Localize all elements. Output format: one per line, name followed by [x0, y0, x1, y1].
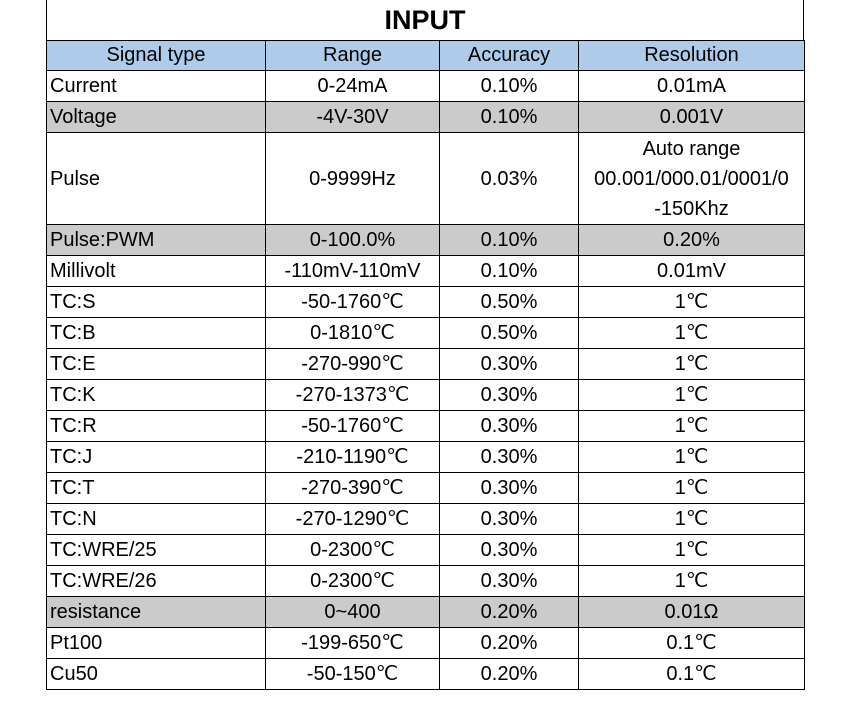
- table-row: [47, 287, 805, 318]
- signal-type-cell: TC:E: [47, 349, 266, 380]
- accuracy-cell: 0.10%: [440, 256, 579, 287]
- accuracy-cell: 0.50%: [440, 318, 579, 349]
- table-row: [47, 535, 805, 566]
- signal-type-cell: TC:J: [47, 442, 266, 473]
- resolution-line: -150Khz: [654, 197, 729, 220]
- accuracy-cell: 0.30%: [440, 504, 579, 535]
- signal-type-cell: Pulse: [47, 133, 266, 225]
- signal-type-cell: TC:R: [47, 411, 266, 442]
- header-signal-type: Signal type: [47, 41, 266, 71]
- resolution-cell: 1℃: [579, 318, 805, 349]
- accuracy-cell: 0.20%: [440, 628, 579, 659]
- resolution-cell: 1℃: [579, 504, 805, 535]
- table-row: [47, 566, 805, 597]
- accuracy-cell: 0.20%: [440, 597, 579, 628]
- signal-type-cell: TC:N: [47, 504, 266, 535]
- input-spec-sheet: [46, 0, 804, 690]
- resolution-cell: 1℃: [579, 411, 805, 442]
- signal-type-cell: TC:WRE/25: [47, 535, 266, 566]
- resolution-line: Auto range: [642, 137, 741, 160]
- range-cell: 0-9999Hz: [266, 133, 440, 225]
- accuracy-cell: 0.50%: [440, 287, 579, 318]
- signal-type-cell: TC:S: [47, 287, 266, 318]
- range-cell: -50-150℃: [266, 659, 440, 690]
- accuracy-cell: 0.10%: [440, 102, 579, 133]
- accuracy-cell: 0.03%: [440, 133, 579, 225]
- accuracy-cell: 0.30%: [440, 442, 579, 473]
- table-row: [47, 628, 805, 659]
- resolution-cell: 0.01mA: [579, 71, 805, 102]
- resolution-cell: [579, 133, 805, 225]
- resolution-cell: 0.1℃: [579, 659, 805, 690]
- range-cell: -210-1190℃: [266, 442, 440, 473]
- signal-type-cell: Pt100: [47, 628, 266, 659]
- resolution-cell: 1℃: [579, 349, 805, 380]
- resolution-cell: 0.01mV: [579, 256, 805, 287]
- table-body: [47, 71, 805, 690]
- signal-type-cell: Millivolt: [47, 256, 266, 287]
- table-row: [47, 442, 805, 473]
- resolution-cell: 1℃: [579, 287, 805, 318]
- accuracy-cell: 0.20%: [440, 659, 579, 690]
- resolution-cell: 1℃: [579, 535, 805, 566]
- resolution-cell: 1℃: [579, 442, 805, 473]
- table-title: INPUT: [46, 0, 804, 40]
- table-row: [47, 659, 805, 690]
- header-resolution: Resolution: [579, 41, 805, 71]
- table-row: [47, 318, 805, 349]
- range-cell: 0-2300℃: [266, 535, 440, 566]
- table-row: [47, 411, 805, 442]
- range-cell: -270-1373℃: [266, 380, 440, 411]
- resolution-cell: 0.20%: [579, 225, 805, 256]
- header-row: [47, 41, 805, 71]
- range-cell: 0-2300℃: [266, 566, 440, 597]
- range-cell: -270-1290℃: [266, 504, 440, 535]
- range-cell: -110mV-110mV: [266, 256, 440, 287]
- resolution-cell: 0.1℃: [579, 628, 805, 659]
- table-row: [47, 225, 805, 256]
- table-row: [47, 349, 805, 380]
- resolution-cell: 1℃: [579, 473, 805, 504]
- resolution-cell: 0.01Ω: [579, 597, 805, 628]
- signal-type-cell: Cu50: [47, 659, 266, 690]
- table-row: [47, 133, 805, 225]
- header-accuracy: Accuracy: [440, 41, 579, 71]
- resolution-cell: 1℃: [579, 380, 805, 411]
- table-row: [47, 504, 805, 535]
- resolution-line: 00.001/000.01/0001/0: [594, 167, 789, 190]
- range-cell: -50-1760℃: [266, 411, 440, 442]
- signal-type-cell: Current: [47, 71, 266, 102]
- header-range: Range: [266, 41, 440, 71]
- range-cell: -270-990℃: [266, 349, 440, 380]
- signal-type-cell: Pulse:PWM: [47, 225, 266, 256]
- range-cell: 0-100.0%: [266, 225, 440, 256]
- range-cell: 0~400: [266, 597, 440, 628]
- table-row: [47, 380, 805, 411]
- table-row: [47, 597, 805, 628]
- accuracy-cell: 0.30%: [440, 411, 579, 442]
- signal-type-cell: TC:B: [47, 318, 266, 349]
- accuracy-cell: 0.30%: [440, 473, 579, 504]
- range-cell: 0-1810℃: [266, 318, 440, 349]
- accuracy-cell: 0.30%: [440, 349, 579, 380]
- range-cell: 0-24mA: [266, 71, 440, 102]
- resolution-cell: 1℃: [579, 566, 805, 597]
- accuracy-cell: 0.30%: [440, 566, 579, 597]
- range-cell: -199-650℃: [266, 628, 440, 659]
- accuracy-cell: 0.30%: [440, 380, 579, 411]
- table-row: [47, 102, 805, 133]
- range-cell: -270-390℃: [266, 473, 440, 504]
- accuracy-cell: 0.10%: [440, 71, 579, 102]
- table-row: [47, 71, 805, 102]
- signal-type-cell: TC:T: [47, 473, 266, 504]
- signal-type-cell: TC:WRE/26: [47, 566, 266, 597]
- table-row: [47, 256, 805, 287]
- accuracy-cell: 0.10%: [440, 225, 579, 256]
- range-cell: -50-1760℃: [266, 287, 440, 318]
- signal-type-cell: Voltage: [47, 102, 266, 133]
- signal-type-cell: TC:K: [47, 380, 266, 411]
- input-spec-table: [46, 40, 805, 690]
- signal-type-cell: resistance: [47, 597, 266, 628]
- range-cell: -4V-30V: [266, 102, 440, 133]
- resolution-cell: 0.001V: [579, 102, 805, 133]
- table-row: [47, 473, 805, 504]
- accuracy-cell: 0.30%: [440, 535, 579, 566]
